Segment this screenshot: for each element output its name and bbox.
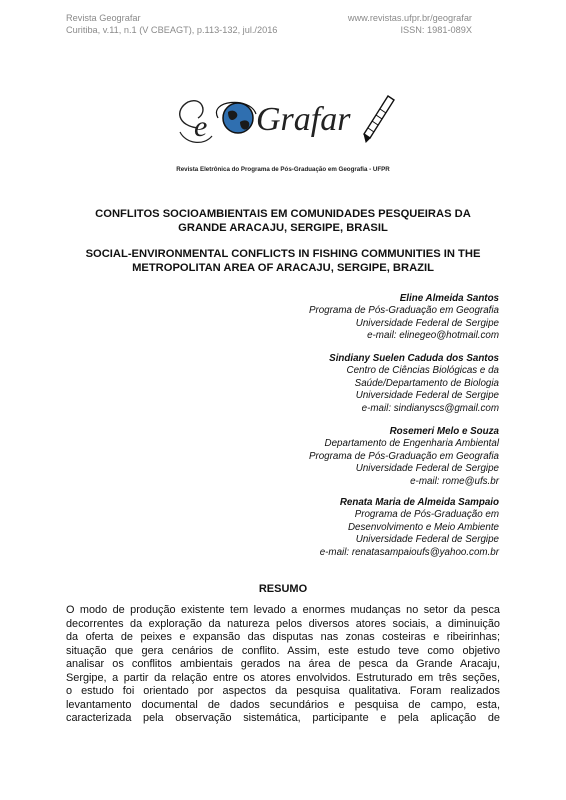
abstract-line: o estudo foi orientado por aspectos da pesquisa qualitativa. Foram realizados: [66, 685, 500, 697]
author-affiliation: Programa de Pós-Graduação em Geografia: [308, 305, 499, 317]
logo-word: Grafar: [256, 101, 351, 138]
author-name: Rosemeri Melo e Souza: [389, 426, 499, 437]
author-name: Eline Almeida Santos: [399, 293, 499, 304]
title-en-line-2: METROPOLITAN AREA OF ARACAJU, SERGIPE, BRAZIL: [132, 262, 434, 274]
author-email[interactable]: e-mail: rome@ufs.br: [410, 475, 499, 487]
abstract-body: [66, 604, 500, 726]
abstract-line: situação que gera cenários de conflito. Assim, este estudo teve como objetivo: [66, 644, 500, 657]
author-affiliation: Desenvolvimento e Meio Ambiente: [347, 521, 499, 533]
author-affiliation: Universidade Federal de Sergipe: [355, 317, 499, 329]
running-header-right: [348, 12, 472, 36]
abstract-line: analisar os conflitos ambientais gerados na área de pesca da Grande Aracaju,: [66, 658, 500, 670]
issn: ISSN: 1981-089X: [400, 25, 472, 35]
geografar-logo-graphic: [168, 88, 398, 160]
svg-text:e: e: [194, 110, 208, 143]
running-header-left: [66, 12, 277, 36]
title-pt-line-1: CONFLITOS SOCIOAMBIENTAIS EM COMUNIDADES PESQUEIRAS DA: [95, 208, 471, 220]
logo-subtitle: Revista Eletrônica do Programa de Pós-Graduação em Geografia - UFPR: [176, 166, 390, 173]
title-pt-line-2: GRANDE ARACAJU, SERGIPE, BRASIL: [178, 222, 388, 234]
author-affiliation: Programa de Pós-Graduação em: [354, 509, 499, 521]
abstract-line: O modo de produção existente tem levado a enormes mudanças no setor da pesca: [66, 604, 500, 616]
author-block-2: [329, 353, 499, 415]
abstract-line: decorrentes da exploração da natureza pelos diversos atores sociais, a diminuição: [66, 617, 500, 630]
title-portuguese: [70, 207, 496, 235]
abstract-heading: RESUMO: [258, 583, 308, 595]
abstract-line: levantamento documental de dados secundários e pesquisa de campo, esta,: [66, 698, 500, 711]
author-block-3: [309, 426, 499, 488]
journal-logo: [168, 88, 398, 160]
author-affiliation: Departamento de Engenharia Ambiental: [324, 438, 499, 450]
journal-url[interactable]: www.revistas.ufpr.br/geografar: [347, 13, 472, 23]
abstract-line: Sergipe, a partir da relação entre os atores envolvidos. Estruturado em três seções,: [66, 671, 500, 684]
author-email[interactable]: e-mail: renatasampaioufs@yahoo.com.br: [319, 546, 499, 558]
author-affiliation: Universidade Federal de Sergipe: [355, 534, 499, 546]
author-affiliation: Centro de Ciências Biológicas e da: [346, 365, 499, 377]
author-block-1: [309, 293, 499, 343]
author-block-4: [320, 497, 499, 559]
abstract-line: da oferta de peixes e expansão das disputas nas zonas costeiras e ribeirinhas;: [66, 631, 500, 643]
author-email[interactable]: e-mail: sindianyscs@gmail.com: [361, 402, 499, 414]
author-affiliation: Universidade Federal de Sergipe: [355, 463, 499, 475]
citation: Curitiba, v.11, n.1 (V CBEAGT), p.113-132, jul./2016: [66, 25, 278, 35]
title-en-line-1: SOCIAL-ENVIRONMENTAL CONFLICTS IN FISHING COMMUNITIES IN THE: [85, 248, 481, 260]
author-email[interactable]: e-mail: elinegeo@hotmail.com: [367, 330, 499, 342]
author-affiliation: Saúde/Departamento de Biologia: [354, 377, 499, 389]
author-name: Renata Maria de Almeida Sampaio: [339, 497, 499, 508]
abstract-line: caracterizada pela observação sistemática, participante e pela aplicação de: [66, 712, 500, 724]
journal-name: Revista Geografar: [66, 13, 141, 23]
author-affiliation: Universidade Federal de Sergipe: [355, 390, 499, 402]
title-english: [70, 247, 496, 275]
author-affiliation: Programa de Pós-Graduação em Geografia: [308, 450, 499, 462]
author-name: Sindiany Suelen Caduda dos Santos: [329, 353, 499, 364]
